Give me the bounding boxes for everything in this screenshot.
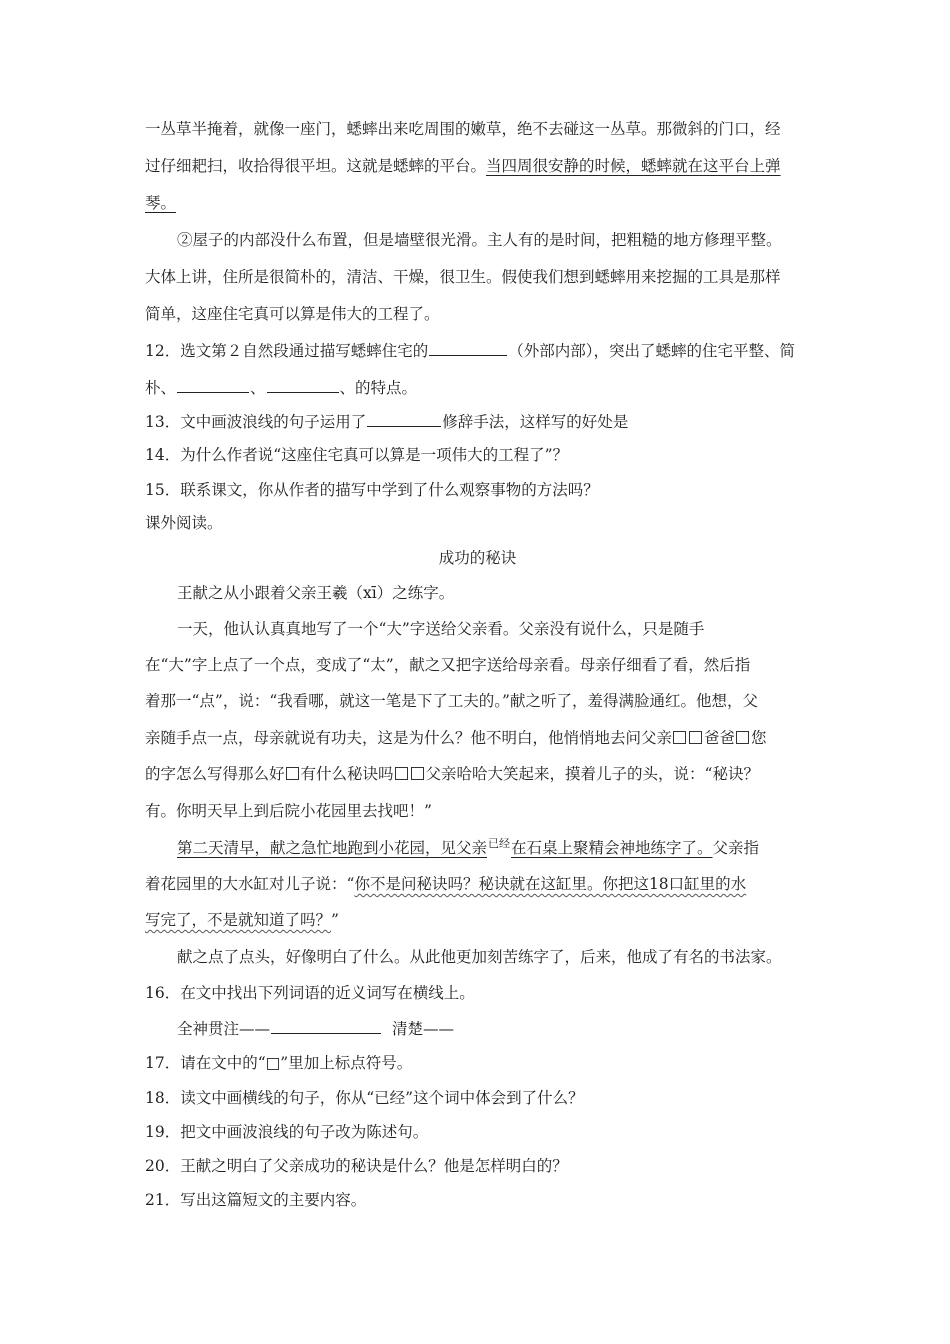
- section-label: 课外阅读。: [145, 514, 223, 532]
- question-13: 13．文中画波浪线的句子运用了 修辞手法，这样写的好处是: [145, 410, 810, 432]
- story-para-3-line-3: 写完了，不是就知道了吗？”: [145, 911, 339, 929]
- punctuation-box[interactable]: [673, 731, 686, 744]
- punctuation-box[interactable]: [286, 767, 299, 780]
- question-15: 15．联系课文，你从作者的描写中学到了什么观察事物的方法吗？: [145, 481, 599, 499]
- passage1-para2-line-2: 大体上讲，住所是很简朴的，清洁、干燥，很卫生。假使我们想到蟋蟀用来挖掘的工具是那样: [145, 268, 781, 286]
- story-para-4: 献之点了点头，好像明白了什么。从此他更加刻苦练字了，后来，他成了有名的书法家。: [177, 948, 782, 966]
- question-17: 17．请在文中的“□”里加上标点符号。: [145, 1054, 413, 1072]
- punctuation-box[interactable]: [395, 767, 408, 780]
- highlighted-word: 已经: [488, 837, 511, 850]
- passage1-line-3: 琴。: [145, 194, 177, 212]
- passage1-line-2: 过仔细耙扫，收拾得很平坦。这就是蟋蟀的平台。当四周很安静的时候，蟋蟀就在这平台上弹: [145, 157, 781, 175]
- story-para-2-line-4: 亲随手点一点，母亲就说有功夫，这是为什么？他不明白，他悄悄地去问父亲 爸爸 您: [145, 729, 767, 747]
- story-para-1: 王献之从小跟着父亲王羲（xī）之练字。: [177, 584, 455, 602]
- answer-blank[interactable]: [367, 410, 441, 427]
- passage1-line-1: 一丛草半掩着，就像一座门，蟋蟀出来吃周围的嫩草，绝不去碰这一丛草。那微斜的门口，经: [145, 120, 781, 138]
- answer-blank[interactable]: [429, 339, 507, 356]
- story-para-2-line-2: 在“大”字上点了一个点，变成了“太”，献之又把字送给母亲看。母亲仔细看了看，然后指: [145, 656, 751, 674]
- answer-blank[interactable]: [267, 376, 339, 393]
- punctuation-box[interactable]: [411, 767, 424, 780]
- answer-blank[interactable]: [177, 376, 249, 393]
- question-21: 21．写出这篇短文的主要内容。: [145, 1191, 367, 1209]
- punctuation-box[interactable]: [689, 731, 702, 744]
- question-12-line-1: 12．选文第２自然段通过描写蟋蟀住宅的 （外部内部），突出了蟋蟀的住宅平整、简: [145, 339, 810, 361]
- passage1-para2-line-3: 简单，这座住宅真可以算是伟大的工程了。: [145, 305, 440, 323]
- wavy-sentence: 你不是问秘诀吗？秘诀就在这缸里。你把这18口缸里的水: [354, 875, 747, 893]
- question-14: 14．为什么作者说“这座住宅真可以算是一项伟大的工程了”？: [145, 446, 569, 464]
- underlined-sentence: 第二天清早，献之急忙地跑到小花园，见父亲: [177, 839, 488, 857]
- question-19: 19．把文中画波浪线的句子改为陈述句。: [145, 1123, 429, 1141]
- underlined-sentence: 当四周很安静的时候，蟋蟀就在这平台上弹: [486, 157, 781, 175]
- story-para-2-line-5: 的字怎么写得那么好 有什么秘诀吗 父亲哈哈大笑起来，摸着儿子的头，说：“秘诀？: [145, 765, 759, 783]
- story-title: 成功的秘诀: [438, 549, 517, 567]
- question-18: 18．读文中画横线的句子，你从“已经”这个词中体会到了什么？: [145, 1089, 584, 1107]
- question-12-line-2: 朴、 、 、的特点。: [145, 376, 810, 398]
- question-20: 20．王献之明白了父亲成功的秘诀是什么？他是怎样明白的？: [145, 1157, 568, 1175]
- story-para-2-line-1: 一天，他认认真真地写了一个“大”字送给父亲看。父亲没有说什么，只是随手: [177, 620, 705, 638]
- passage1-para2-line-1: ②屋子的内部没什么布置，但是墙壁很光滑。主人有的是时间，把粗糙的地方修理平整。: [177, 231, 782, 249]
- punctuation-box[interactable]: [736, 731, 749, 744]
- answer-blank[interactable]: [271, 1017, 381, 1034]
- story-para-2-line-3: 着那一“点”，说：“我看哪，就这一笔是下了工夫的。”献之听了，羞得满脸通红。他想，父: [145, 692, 758, 710]
- story-para-3-line-1: 第二天清早，献之急忙地跑到小花园，见父亲$^{已经}$在石桌上聚精会神地练字了。父亲指: [177, 837, 760, 857]
- story-para-2-line-6: 有。你明天早上到后院小花园里去找吧！”: [145, 802, 432, 820]
- question-16: 16．在文中找出下列词语的近义词写在横线上。: [145, 984, 475, 1002]
- question-16-words: 全神贯注—— 清楚——: [177, 1017, 810, 1039]
- story-para-3-line-2: 着花园里的大水缸对儿子说：“你不是问秘诀吗？秘诀就在这缸里。你把这18口缸里的水: [145, 875, 747, 893]
